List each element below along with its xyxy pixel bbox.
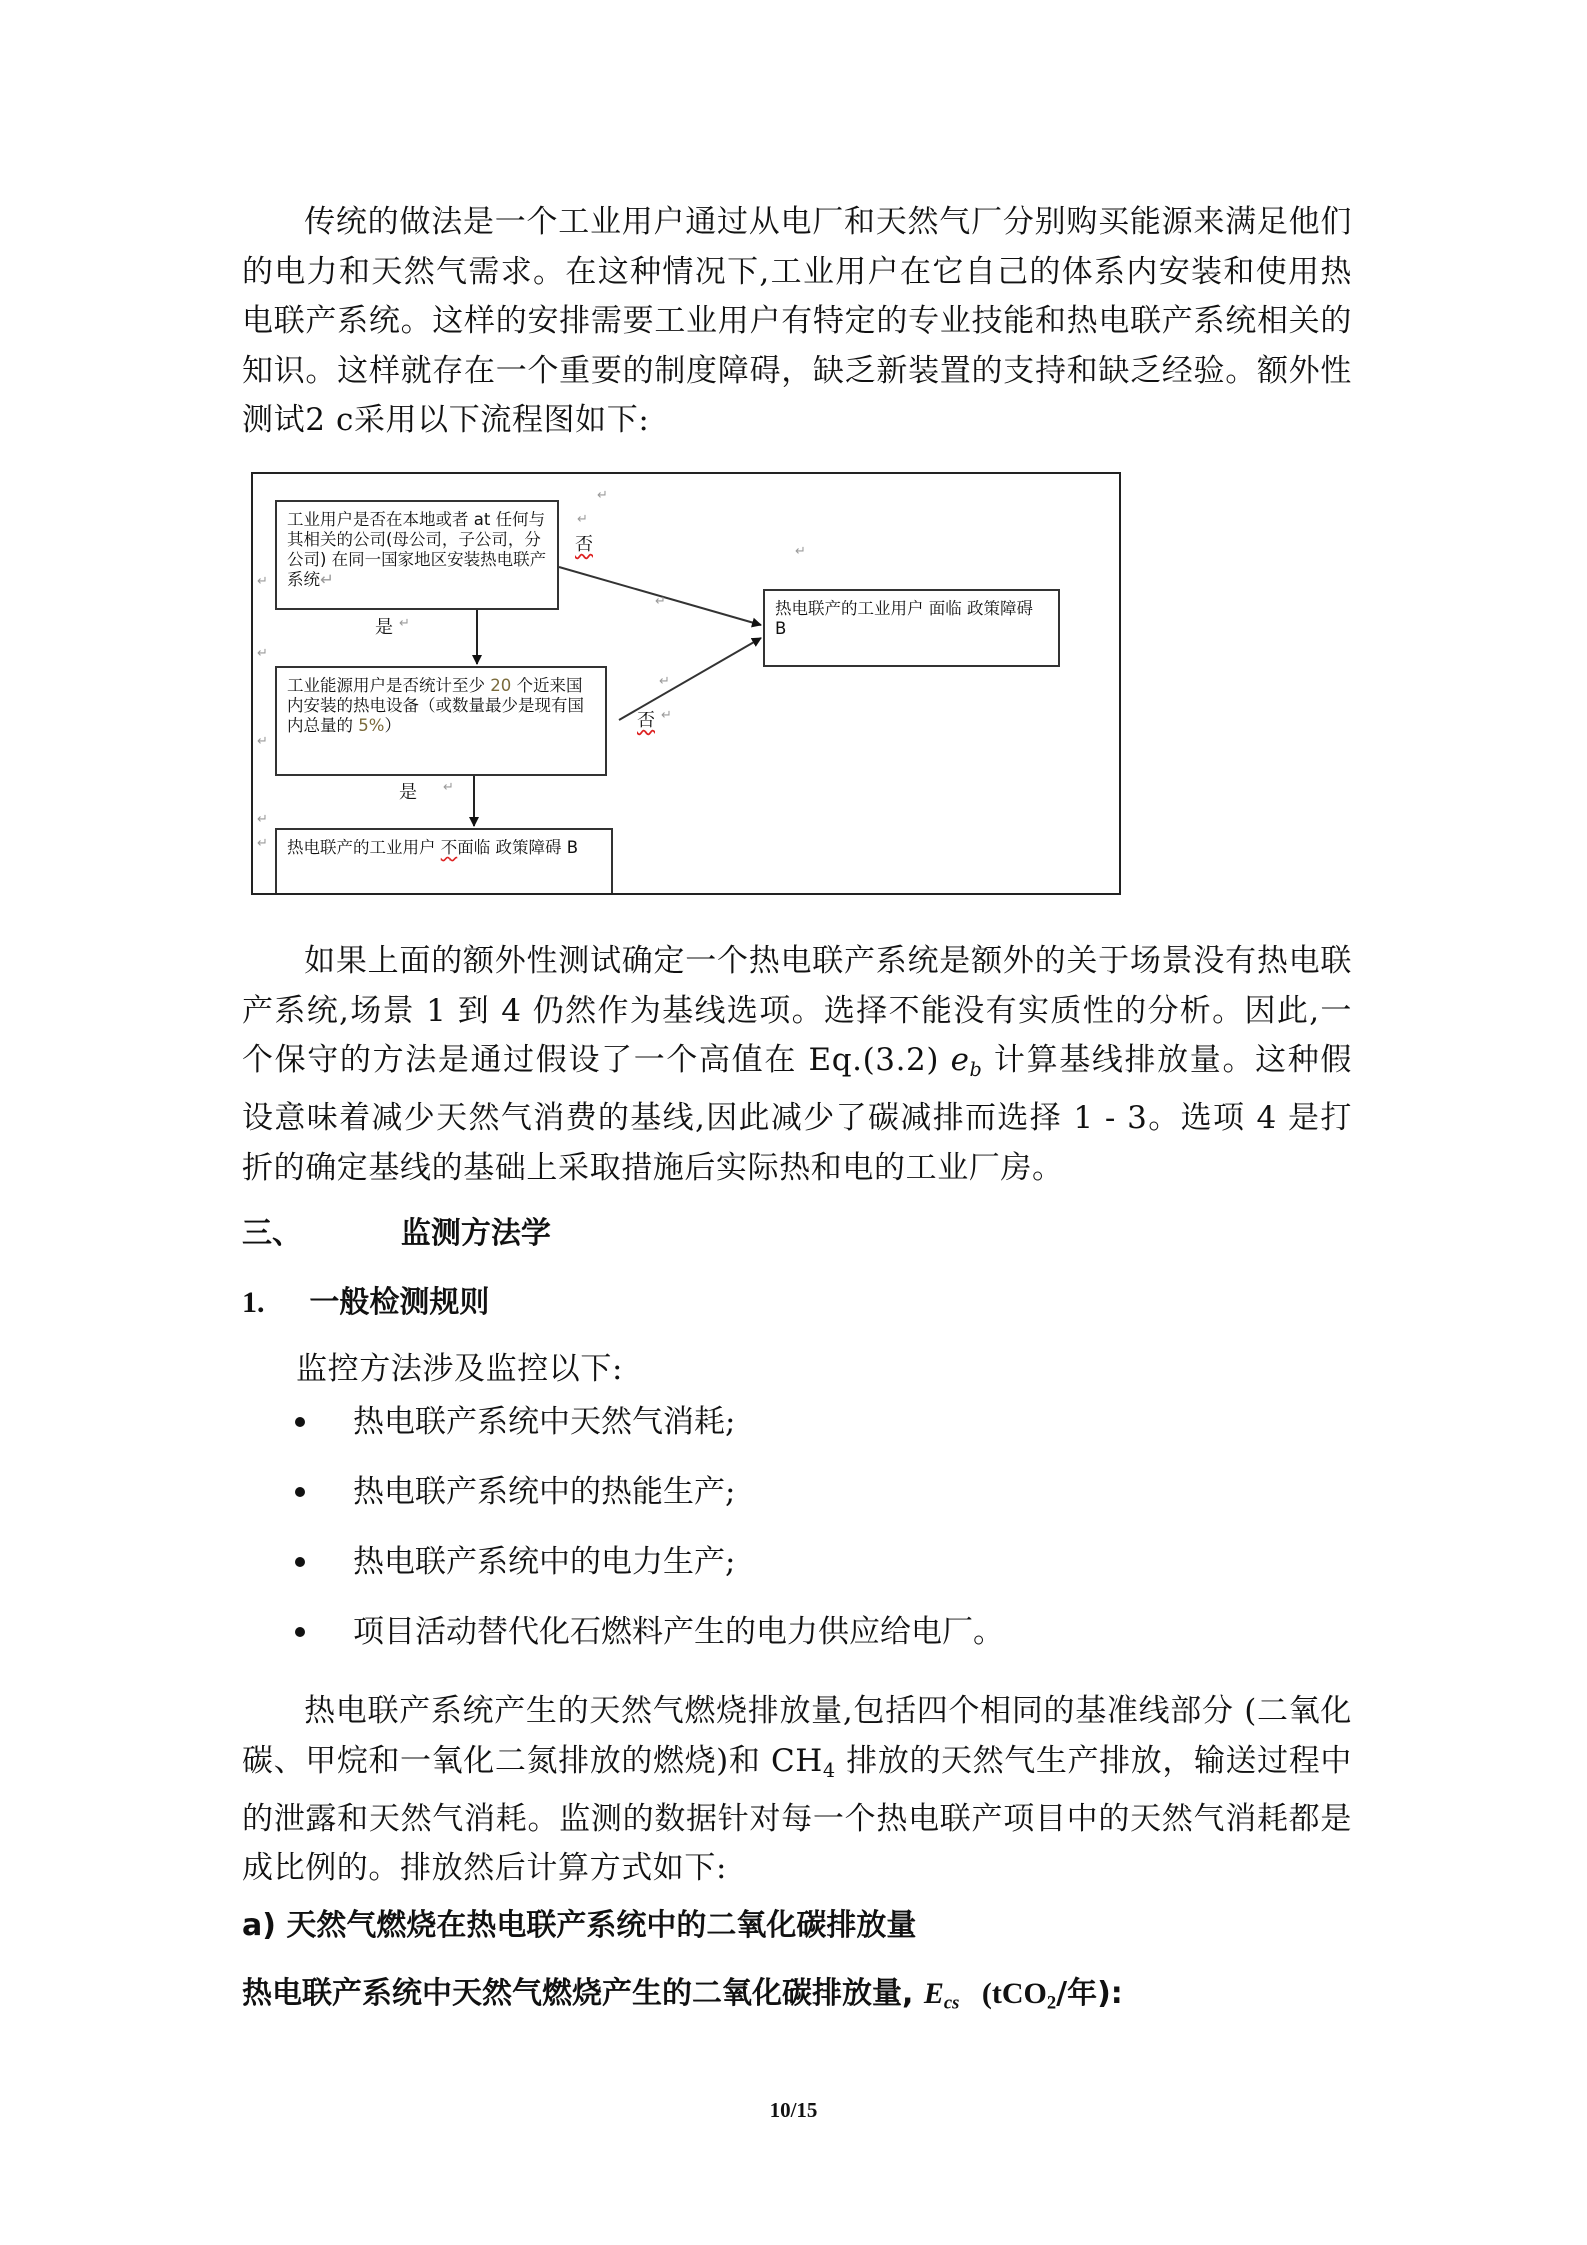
- bullet-icon: [295, 1487, 305, 1497]
- subheading-equation-text: 热电联产系统中天然气燃烧产生的二氧化碳排放量,: [242, 1976, 924, 2011]
- paragraph-baseline: [242, 937, 1352, 1193]
- ch4-subscript: 4: [822, 1758, 836, 1782]
- paragraph-mark: ↵: [659, 674, 670, 689]
- paragraph-baseline-text-b: 计算基线排放量。这种假设意味着减少天然气消费的基线,因此减少了碳减排而选择 1 - 3。选项 4 是打折的确定基线的基础上采取措施后实际热和电的工业厂房。: [242, 1042, 1352, 1186]
- bullet-icon: [295, 1417, 305, 1427]
- box2-number-20: 20: [490, 676, 512, 695]
- list-item-text: 热电联产系统中天然气消耗;: [353, 1404, 736, 1440]
- box2-text-b: 个近来国内安装的热电设备（或数量最少是现有国内总量的: [287, 676, 584, 735]
- subsection-title: 一般检测规则: [309, 1285, 490, 1320]
- flowchart-yes-label-1: 是: [375, 617, 393, 638]
- flowchart-no-label-2: 否: [637, 710, 655, 731]
- unit-text-a: (tCO: [959, 1977, 1047, 2010]
- section-title: 监测方法学: [400, 1216, 551, 1251]
- paragraph-emissions-text-b: 排放的天然气生产排放，输送过程中的泄露和天然气消耗。监测的数据针对每一个热电联产项目中的天然气消耗都是成比例的。排放然后计算方式如下:: [242, 1742, 1352, 1887]
- paragraph-mark: ↵: [257, 574, 268, 589]
- paragraph-baseline-text-a: 如果上面的额外性测试确定一个热电联产系统是额外的关于场景没有热电联产系统,场景 1 到 4 仍然作为基线选项。选择不能没有实质性的分析。因此,一个保守的方法是通过假设了一个高值在 Eq.(3.2): [242, 943, 1352, 1078]
- box4-text: 热电联产的工业用户 面临 政策障碍 B: [775, 599, 1033, 638]
- paragraph-mark: ↵: [795, 544, 806, 559]
- variable-E: E: [923, 1977, 944, 2010]
- paragraph-mark: ↵: [655, 594, 666, 609]
- subsection-number: 1.: [242, 1286, 265, 1319]
- paragraph-intro-text: 传统的做法是一个工业用户通过从电厂和天然气厂分别购买能源来满足他们的电力和天然气需求。在这种情况下,工业用户在它自己的体系内安装和使用热电联产系统。这样的安排需要工业用户有特定的专业技能和热电联产系统相关的知识。这样就存在一个重要的制度障碍，缺乏新装置的支持和缺乏经验。额外性测试2 c采用以下流程图如下:: [242, 204, 1352, 438]
- paragraph-mark: ↵: [257, 734, 268, 749]
- bullet-icon: [295, 1627, 305, 1637]
- flowchart-box-barrier: [763, 589, 1060, 667]
- paragraph-mark: ↵: [257, 646, 268, 661]
- flowchart-box-no-barrier: [275, 828, 613, 895]
- paragraph-mark: ↵: [399, 616, 410, 631]
- list-item-text: 热电联产系统中的热能生产;: [353, 1474, 736, 1510]
- paragraph-mark: ↵: [577, 512, 588, 527]
- paragraph-emissions-text-a: 热电联产系统产生的天然气燃烧排放量,包括四个相同的基准线部分 (二氧化碳、甲烷和一氧化二氮排放的燃烧)和 CH: [242, 1693, 1352, 1779]
- box2-text-c: ）: [384, 716, 401, 735]
- box2-number-5pct: 5%: [358, 716, 385, 735]
- paragraph-mark: ↵: [320, 570, 334, 589]
- paragraph-intro: [242, 198, 1352, 446]
- flowchart-yes-label-2: 是: [399, 782, 417, 803]
- paragraph-mark: ↵: [257, 812, 268, 827]
- list-item-text: 项目活动替代化石燃料产生的电力供应给电厂。: [353, 1614, 1004, 1650]
- flowchart-frame: [251, 472, 1121, 895]
- bullet-icon: [295, 1557, 305, 1567]
- box1-text: 工业用户是否在本地或者 at 任何与其相关的公司(母公司，子公司，分公司) 在同一国家地区安装热电联产系统: [287, 510, 547, 589]
- monitor-intro: 监控方法涉及监控以下:: [296, 1351, 624, 1387]
- box3-text-negation: 不: [440, 838, 458, 857]
- variable-E-subscript: cs: [943, 1992, 960, 2014]
- list-item-text: 热电联产系统中的电力生产;: [353, 1544, 736, 1580]
- section-heading: [242, 1208, 551, 1252]
- paragraph-mark: ↵: [597, 488, 608, 503]
- box3-text-a: 热电联产的工业用户: [287, 838, 441, 857]
- subheading-equation-intro: [242, 1968, 1123, 2015]
- variable-e: e: [950, 1042, 970, 1078]
- flowchart-box-question-2: [275, 666, 607, 776]
- paragraph-mark: ↵: [443, 780, 454, 795]
- subheading-a: a) 天然气燃烧在热电联产系统中的二氧化碳排放量: [242, 1908, 917, 1943]
- flowchart-box-question-1: [275, 500, 559, 610]
- unit-text-b: /年):: [1056, 1976, 1123, 2011]
- paragraph-emissions: [242, 1687, 1352, 1894]
- variable-e-subscript: b: [969, 1057, 983, 1081]
- paragraph-mark: ↵: [661, 708, 672, 723]
- box3-text-b: 面临 政策障碍 B: [457, 838, 579, 857]
- box2-text-a: 工业能源用户是否统计至少: [287, 676, 491, 695]
- page-number: 10/15: [769, 2098, 818, 2122]
- paragraph-mark: ↵: [257, 836, 268, 851]
- unit-subscript: 2: [1046, 1992, 1057, 2014]
- flowchart-no-label-1: 否: [575, 534, 593, 555]
- section-number: 三、: [242, 1216, 302, 1251]
- subsection-heading: [242, 1277, 489, 1321]
